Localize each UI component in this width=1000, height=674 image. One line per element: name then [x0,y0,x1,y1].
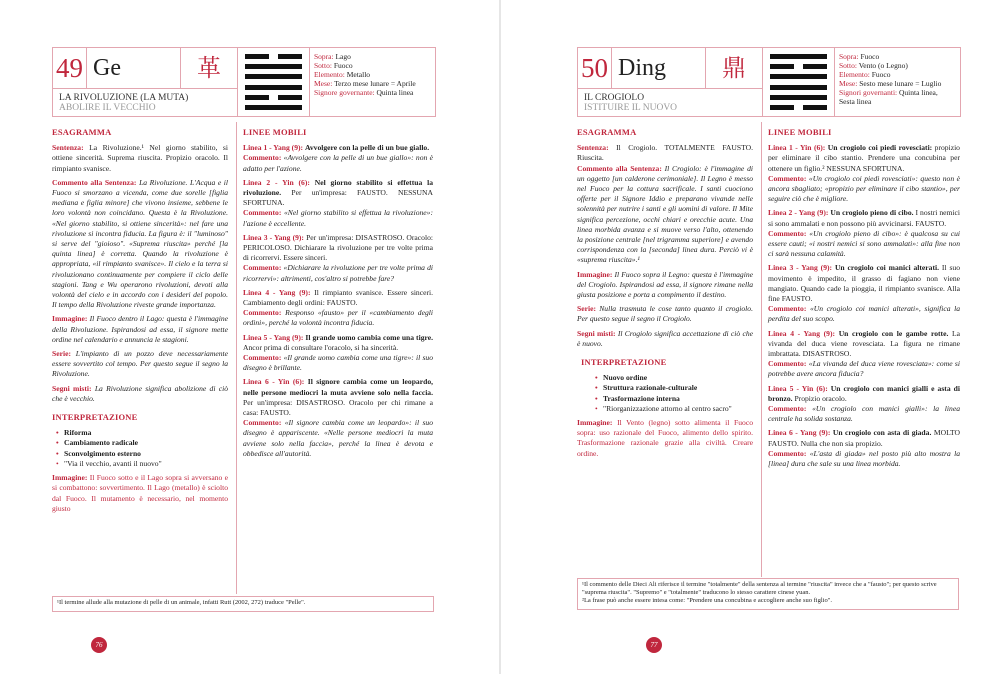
section-heading: ESAGRAMMA [52,127,112,137]
hexagram-name: Ge [87,48,181,88]
hexagram-info: Sopra: Fuoco Sotto: Vento (o Legno) Elemento: Fuoco Mese: Sesto mese lunare = Luglio Signori governanti: Quinta linea, Sesta linea [839,52,942,106]
section-heading: INTERPRETAZIONE [581,357,667,368]
footnote-1: ¹Il commento delle Dieci Ali riferisce il termine "totalmente" della sentenza al termine "riuscita" invece che a "fausto"; per questo scrive "suprema riuscita". "Supremo" e "totalmente" traducono lo stesso carattere cinese yuan. [582,581,937,596]
linee-mobili-column: LINEE MOBILI Linea 1 - Yin (6): Un crogiolo coi piedi rovesciati: propizio per eliminare il cibo stantio. Prendere una concubina per ottenere un figlio.² NESSUNA SFORTUNA. Commento: «Un crogiolo coi piedi rovesciati»: questo non è ancora sbagliato; «propizio per eliminare il cibo stantio», per seguire ciò che è migliore. Linea 2 - Yang (9): Un crogiolo pieno di cibo. I nostri nemici si sono ammalati e non possono più avvicinarsi. FAUSTO. Commento: «Un crogiolo pieno di cibo»: è qualcosa su cui essere cauti; «i nostri nemici si sono ammalati»: alla fine non ci sarà nessuna calamità. Linea 3 - Yang (9): Un crogiolo coi manici alterati. Il suo movimento è impedito, il grasso di fagiano non viene mangiato. Quando cade la pioggia, il rimpianto svanisce. Alla fine FAUSTO. Commento: «Un crogiolo coi manici alterati», significa la perdita del suo scopo. Linea 4 - Yang (9): Un crogiolo con le gambe rotte. La vivanda del duca viene rovesciata. La figura ne rimane imbrattata. DISASTROSO. Commento: «La vivanda del duca viene rovesciata»: come si potrebbe avere ancora fiducia? Linea 5 - Yin (6): Un crogiolo con manici gialli e asta di bronzo. Propizio oracolo. Commento: «Un crogiolo con manici gialli»: la linea centrale ha solida sostanza. Linea 6 - Yang (9): Un crogiolo con asta di giada. MOLTO FAUSTO. Nulla che non sia propizio. Commento: «L'asta di giada» nel posto più alto mostra la [linea] dura che sale su una linea morbida. [768,127,961,469]
hexagram-subtitle: ABOLIRE IL VECCHIO [59,103,156,113]
section-heading: INTERPRETAZIONE [52,412,138,423]
interpretation-list: • Riforma • Cambiamento radicale • Sconvolgimento esterno • "Via il vecchio, avanti il nuovo" [58,428,228,469]
column-divider [761,122,762,577]
chinese-character: 革 [197,54,221,82]
hexagram-lines-icon [238,48,310,116]
hexagram-info: Sopra: Lago Sotto: Fuoco Elemento: Metallo Mese: Terzo mese lunare = Aprile Signore governante: Quinta linea [314,52,416,97]
linee-mobili-column: LINEE MOBILI Linea 1 - Yang (9): Avvolgere con la pelle di un bue giallo. Commento: «Avvolgere con la pelle di un bue giallo»: non è adatto per l'azione. Linea 2 - Yin (6): Nel giorno stabilito si effettua la rivoluzione. Per un'impresa: FAUSTO. NESSUNA SFORTUNA. Commento: «Nel giorno stabilito si effettua la rivoluzione»: l'azione è eccellente. Linea 3 - Yang (9): Per un'impresa: DISASTROSO. Oracolo: PERICOLOSO. Dichiarare la rivoluzione per tre volte prima di ricorrervi. Essere sinceri. Commento: «Dichiarare la rivoluzione per tre volte prima di ricorrervi»: altrimenti, cos'altro si potrebbe fare? Linea 4 - Yang (9): Il rimpianto svanisce. Essere sinceri. Cambiamento degli ordini: FAUSTO. Commento: Responso «fausto» per il «cambiamento degli ordini», perché la volontà incontra fiducia. Linea 5 - Yang (9): Il grande uomo cambia come una tigre. Ancor prima di consultare l'oracolo, si ha sincerità. Commento: «Il grande uomo cambia come una tigre»: il suo disegno è brillante. Linea 6 - Yin (6): Il signore cambia come un leopardo, nelle persone mediocri la muta avviene solo nella faccia. Per un'impresa: DISASTROSO. Oracolo per chi rimane a casa: FAUSTO. Commento: «Il signore cambia come un leopardo»: il suo disegno è appariscente. «Nelle persone mediocri la muta avviene solo nella faccia», perché la linea è devota e obbedisce all'autorità. [243,127,434,458]
interpretation-list: • Nuovo ordine • Struttura razionale-culturale • Trasformazione interna • "Riorganizzazione attorno al centro sacro" [597,373,753,414]
hexagram-header [577,47,961,117]
footnote-2: ²La frase può anche essere intesa come: "Prendere una concubina e accogliere anche suo figlio". [582,597,832,604]
hexagram-title: IL CROGIOLO [584,93,645,103]
hexagram-number: 49 [53,48,87,88]
hexagram-name: Ding [612,48,706,88]
section-heading: LINEE MOBILI [768,127,832,137]
esagramma-column: ESAGRAMMA Sentenza: La Rivoluzione.¹ Nel giorno stabilito, si ottiene sincerità. Suprema riuscita. Propizio oracolo. Il rimpianto svanisce. Commento alla Sentenza: La Rivoluzione. L'Acqua e il Fuoco si smorzano a vicenda, come due sorelle [figlia mediana e figlia minore] che vivono insieme, sebbene le loro volontà non coincidano. Questa è la Rivoluzione. «Nel giorno stabilito, si ottiene sincerità»: nel fare una rivoluzione si incontra fiducia. La figura è: il "luminoso" si serve del "gioioso". «Suprema riuscita» perché [la quinta linea] è corretta. Quando la rivoluzione è appropriata, «il rimpianto svanisce». Il cielo e la terra si rivoluzionano continuamente per compiere il ciclo delle stagioni. Tang e Wu operarono rivoluzioni, devoti alla volontà del cielo e in accordo con i desideri del popolo. Il tempo della Rivoluzione riveste grande importanza. Immagine: Il Fuoco dentro il Lago: questa è l'immagine della Rivoluzione. Ispirandosi ad essa, il signore mette ordine nel calendario e annuncia le stagioni. Serie: L'impianto di un pozzo deve necessariamente essere sovvertito col tempo. Per questo segue il segno la Rivoluzione. Segni misti: La Rivoluzione significa abolizione di ciò che è vecchio. INTERPRETAZIONE • Riforma • Cambiamento radicale • Sconvolgimento esterno • "Via il vecchio, avanti il nuovo" Immagine: Il Fuoco sotto e il Lago sopra si avversano e si combattono: sovvertimento. Il Lago (metallo) è sciolto dal Fuoco. Il mutamento è necessario, nel momento giusto [52,127,228,518]
footnote: ¹Il termine allude alla mutazione di pelle di un animale, infatti Rutt (2002, 272) traduce "Pelle". [52,596,434,612]
hexagram-header [52,47,436,117]
section-heading: LINEE MOBILI [243,127,307,137]
page-number-badge: 77 [646,637,662,653]
hexagram-subtitle: ISTITUIRE IL NUOVO [584,103,678,113]
hexagram-number: 50 [578,48,612,88]
page-number-badge: 76 [91,637,107,653]
hexagram-lines-icon [763,48,835,116]
section-heading: ESAGRAMMA [577,127,637,137]
column-divider [236,122,237,594]
page-77 [500,0,1000,674]
esagramma-column: ESAGRAMMA Sentenza: Il Crogiolo. TOTALMENTE FAUSTO. Riuscita. Commento alla Sentenza: Il Crogiolo: è l'immagine di un oggetto [un calderone cerimoniale]. Il Legno è messo nel Fuoco per la cottura sacrificale. I santi cuociono offerte per il Signore Iddio e preparano vivande nelle solennità per nutrire i santi e gli uomini di valore. Il Mite significa percezione, occhi chiari e orecchie acute. Una linea morbida avanza e si muove verso l'alto, ottenendo la posizione centrale [nel trigramma superiore] e avendo corrispondenza con la [seconda] linea dura. Perciò vi è «suprema riuscita».¹ Immagine: Il Fuoco sopra il Legno: questa è l'immagine del Crogiolo. Ispirandosi ad essa, il signore rimane nella giusta posizione e porta a compimento il destino. Serie: Nulla trasmuta le cose tanto quanto il crogiolo. Per questo segue il segno il Crogiolo. Segni misti: Il Crogiolo significa accettazione di ciò che è nuovo. INTERPRETAZIONE • Nuovo ordine • Struttura razionale-culturale • Trasformazione interna • "Riorganizzazione attorno al centro sacro" Immagine: Il Vento (legno) sotto alimenta il Fuoco sopra: uso razionale del Fuoco, alimento dello spirito. Trasformazione razionale grazie alla civiltà. Creare ordine. [577,127,753,463]
footnotes [577,578,959,610]
chinese-character: 鼎 [722,54,746,82]
hexagram-title: LA RIVOLUZIONE (LA MUTA) [59,93,189,103]
